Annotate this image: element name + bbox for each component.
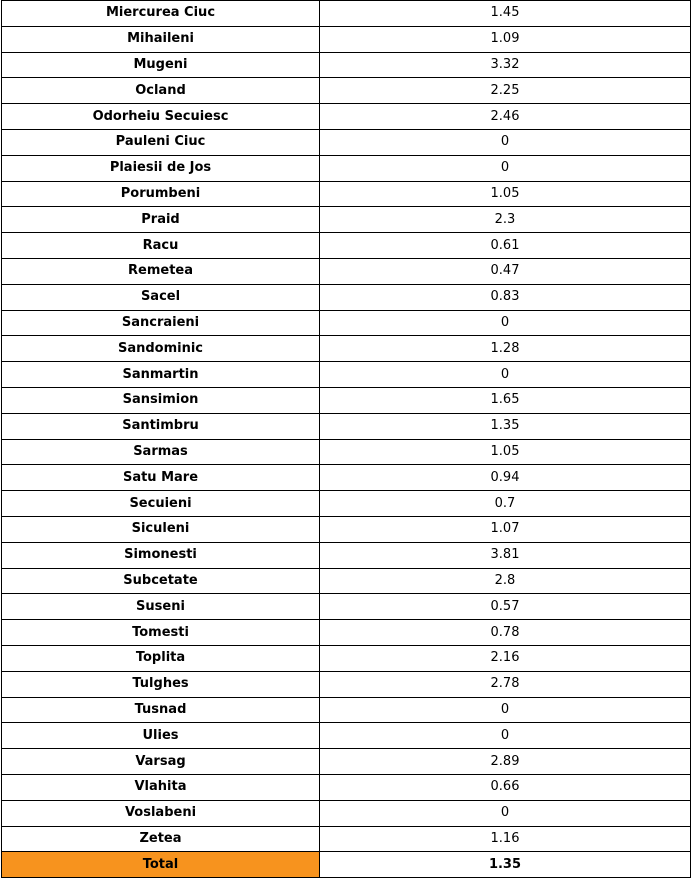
locality-name-cell: Tomesti bbox=[2, 620, 320, 646]
value-cell: 1.09 bbox=[320, 26, 691, 52]
table-row bbox=[2, 52, 691, 78]
table-row bbox=[2, 284, 691, 310]
locality-name-cell: Pauleni Ciuc bbox=[2, 129, 320, 155]
locality-name-cell: Sansimion bbox=[2, 387, 320, 413]
locality-name-cell: Porumbeni bbox=[2, 181, 320, 207]
value-cell: 0 bbox=[320, 697, 691, 723]
locality-name-cell: Mugeni bbox=[2, 52, 320, 78]
value-cell: 1.35 bbox=[320, 413, 691, 439]
locality-name-cell: Sanmartin bbox=[2, 362, 320, 388]
table-row bbox=[2, 336, 691, 362]
value-cell: 2.16 bbox=[320, 645, 691, 671]
locality-name-cell: Ocland bbox=[2, 78, 320, 104]
locality-name-cell: Santimbru bbox=[2, 413, 320, 439]
locality-name-cell: Miercurea Ciuc bbox=[2, 1, 320, 27]
locality-name-cell: Remetea bbox=[2, 258, 320, 284]
table-row bbox=[2, 723, 691, 749]
value-cell: 0.57 bbox=[320, 594, 691, 620]
locality-name-cell: Simonesti bbox=[2, 542, 320, 568]
value-cell: 2.78 bbox=[320, 671, 691, 697]
locality-name-cell: Toplita bbox=[2, 645, 320, 671]
locality-name-cell: Mihaileni bbox=[2, 26, 320, 52]
total-value-cell: 1.35 bbox=[320, 852, 691, 878]
value-cell: 2.3 bbox=[320, 207, 691, 233]
value-cell: 0.83 bbox=[320, 284, 691, 310]
locality-name-cell: Racu bbox=[2, 233, 320, 259]
locality-name-cell: Sandominic bbox=[2, 336, 320, 362]
locality-name-cell: Tusnad bbox=[2, 697, 320, 723]
value-cell: 0 bbox=[320, 155, 691, 181]
value-cell: 0.78 bbox=[320, 620, 691, 646]
locality-name-cell: Varsag bbox=[2, 749, 320, 775]
locality-name-cell: Plaiesii de Jos bbox=[2, 155, 320, 181]
value-cell: 0 bbox=[320, 800, 691, 826]
value-cell: 0.66 bbox=[320, 774, 691, 800]
value-cell: 3.32 bbox=[320, 52, 691, 78]
locality-name-cell: Secuieni bbox=[2, 491, 320, 517]
table-row bbox=[2, 78, 691, 104]
table-row bbox=[2, 749, 691, 775]
value-cell: 1.45 bbox=[320, 1, 691, 27]
table-row bbox=[2, 387, 691, 413]
value-cell: 0.61 bbox=[320, 233, 691, 259]
locality-name-cell: Vlahita bbox=[2, 774, 320, 800]
locality-name-cell: Satu Mare bbox=[2, 465, 320, 491]
locality-name-cell: Sacel bbox=[2, 284, 320, 310]
value-cell: 0.7 bbox=[320, 491, 691, 517]
value-cell: 0 bbox=[320, 129, 691, 155]
locality-name-cell: Suseni bbox=[2, 594, 320, 620]
table-row bbox=[2, 413, 691, 439]
table-row bbox=[2, 181, 691, 207]
value-cell: 0.94 bbox=[320, 465, 691, 491]
value-cell: 0 bbox=[320, 362, 691, 388]
table-body bbox=[2, 1, 691, 878]
value-cell: 2.89 bbox=[320, 749, 691, 775]
table-row bbox=[2, 439, 691, 465]
value-cell: 0 bbox=[320, 723, 691, 749]
table-row bbox=[2, 645, 691, 671]
table-row bbox=[2, 362, 691, 388]
locality-name-cell: Voslabeni bbox=[2, 800, 320, 826]
value-cell: 0 bbox=[320, 310, 691, 336]
locality-name-cell: Sarmas bbox=[2, 439, 320, 465]
value-cell: 2.8 bbox=[320, 568, 691, 594]
locality-name-cell: Zetea bbox=[2, 826, 320, 852]
table-row bbox=[2, 594, 691, 620]
value-cell: 0.47 bbox=[320, 258, 691, 284]
table-row bbox=[2, 516, 691, 542]
value-cell: 2.46 bbox=[320, 104, 691, 130]
table-row bbox=[2, 310, 691, 336]
locality-name-cell: Tulghes bbox=[2, 671, 320, 697]
value-cell: 1.05 bbox=[320, 439, 691, 465]
value-cell: 1.16 bbox=[320, 826, 691, 852]
data-table bbox=[1, 0, 691, 878]
value-cell: 1.07 bbox=[320, 516, 691, 542]
table-row bbox=[2, 465, 691, 491]
table-row bbox=[2, 1, 691, 27]
value-cell: 1.28 bbox=[320, 336, 691, 362]
table-row bbox=[2, 774, 691, 800]
locality-name-cell: Odorheiu Secuiesc bbox=[2, 104, 320, 130]
locality-name-cell: Sancraieni bbox=[2, 310, 320, 336]
table-row bbox=[2, 620, 691, 646]
total-row bbox=[2, 852, 691, 878]
total-label-cell: Total bbox=[2, 852, 320, 878]
table-row bbox=[2, 491, 691, 517]
table-row bbox=[2, 155, 691, 181]
table-row bbox=[2, 258, 691, 284]
table-row bbox=[2, 26, 691, 52]
value-cell: 2.25 bbox=[320, 78, 691, 104]
table-row bbox=[2, 207, 691, 233]
locality-name-cell: Subcetate bbox=[2, 568, 320, 594]
table-row bbox=[2, 233, 691, 259]
value-cell: 3.81 bbox=[320, 542, 691, 568]
table-row bbox=[2, 568, 691, 594]
table-row bbox=[2, 800, 691, 826]
table-row bbox=[2, 671, 691, 697]
locality-name-cell: Siculeni bbox=[2, 516, 320, 542]
table-row bbox=[2, 542, 691, 568]
locality-name-cell: Ulies bbox=[2, 723, 320, 749]
locality-name-cell: Praid bbox=[2, 207, 320, 233]
value-cell: 1.05 bbox=[320, 181, 691, 207]
table-row bbox=[2, 104, 691, 130]
table-row bbox=[2, 826, 691, 852]
value-cell: 1.65 bbox=[320, 387, 691, 413]
table-row bbox=[2, 697, 691, 723]
table-row bbox=[2, 129, 691, 155]
